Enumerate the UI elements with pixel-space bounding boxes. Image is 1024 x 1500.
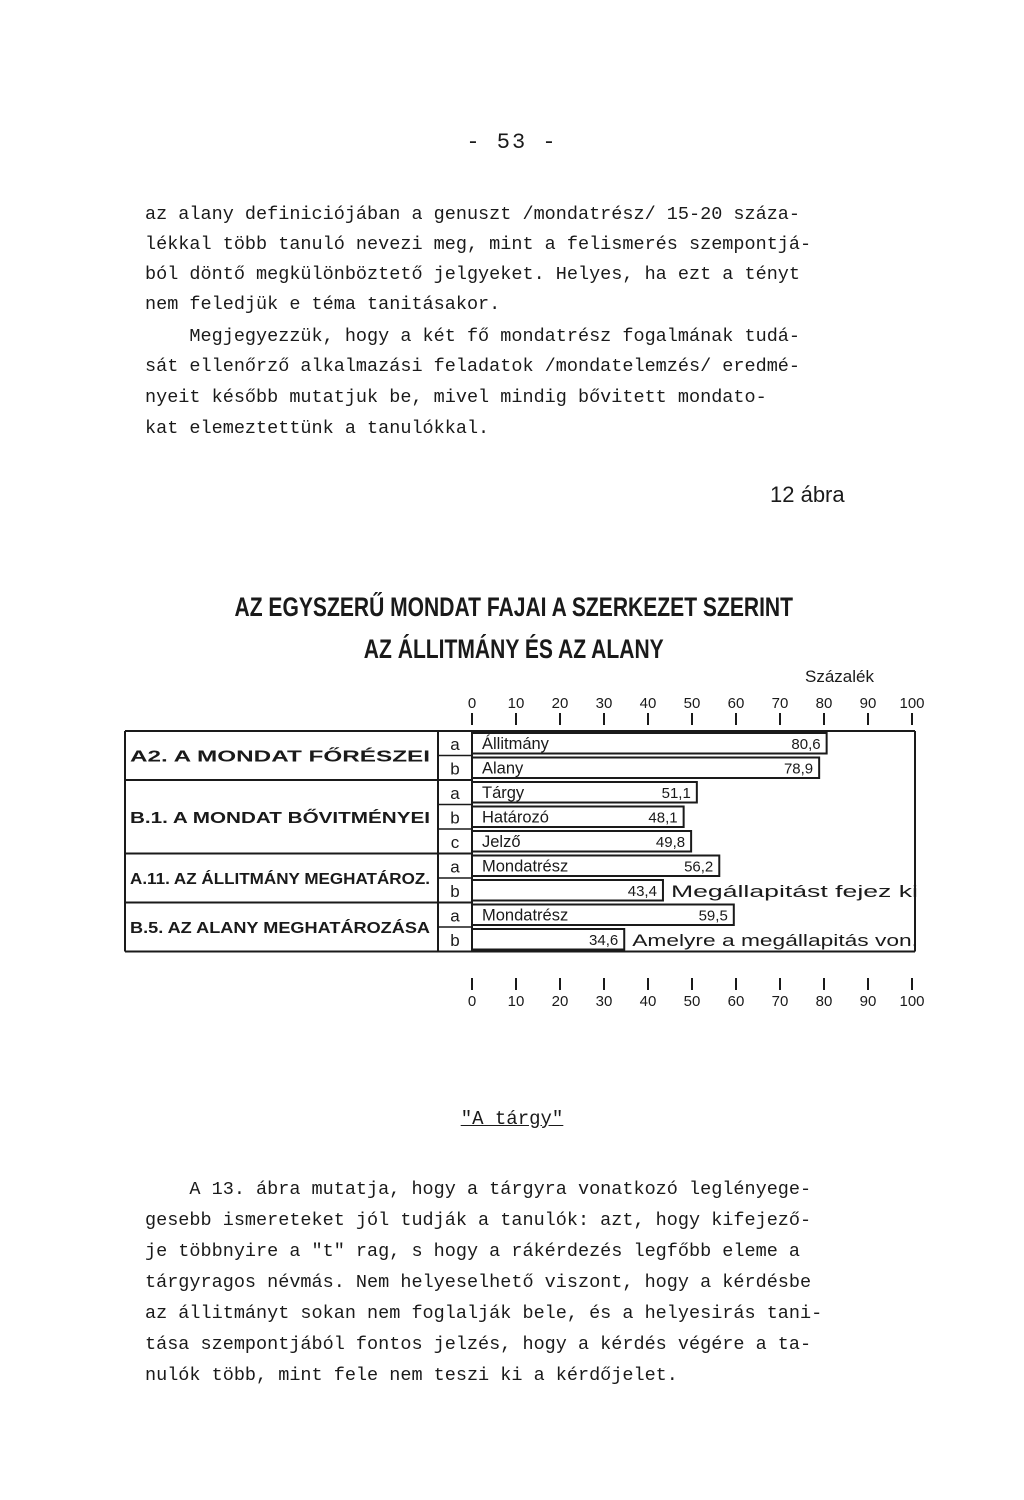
paragraph-line: nyeit később mutatjuk be, mivel mindig bővitett mondato- (145, 387, 767, 408)
bar-name: Mondatrész (482, 906, 569, 925)
row-letter: a (450, 784, 460, 803)
x-tick-label-bottom: 60 (727, 993, 745, 1010)
x-tick-label-bottom: 100 (899, 993, 925, 1010)
bar-value: 51,1 (661, 785, 691, 802)
x-tick-label-top: 80 (815, 695, 833, 712)
x-tick-label-bottom: 80 (815, 993, 833, 1010)
paragraph-line: az állitmányt sokan nem foglalják bele, és a helyesirás tani- (145, 1303, 823, 1324)
group-label: B.5. AZ ALANY MEGHATÁROZÁSA (130, 920, 430, 937)
x-tick-label-bottom: 70 (771, 993, 789, 1010)
paragraph-line: tása szempontjából fontos jelzés, hogy a kérdés végére a ta- (145, 1334, 812, 1355)
row-letter: a (450, 906, 460, 926)
x-tick-label-top: 30 (595, 695, 613, 712)
x-tick-label-bottom: 50 (683, 993, 701, 1010)
row-letter: a (450, 857, 460, 877)
unit-label: Százalék (805, 667, 874, 686)
group-label: A.11. AZ ÁLLITMÁNY MEGHATÁROZ. (130, 871, 430, 888)
bar-value: 43,4 (627, 883, 657, 900)
paragraph-line: tárgyragos névmás. Nem helyeselhető viszont, hogy a kérdésbe (145, 1272, 812, 1293)
row-letter: b (450, 931, 460, 950)
bar-value: 59,5 (698, 907, 728, 925)
figure-label: 12 ábra (770, 482, 845, 507)
x-tick-label-bottom: 90 (859, 993, 877, 1010)
paragraph-line: nem feledjük e téma tanitásakor. (145, 294, 501, 315)
bar-value: 34,6 (589, 932, 619, 949)
paragraph-line: kat elemeztettünk a tanulókkal. (145, 418, 490, 439)
x-tick-label-top: 0 (467, 695, 477, 712)
x-tick-label-top: 20 (551, 695, 569, 712)
row-letter: b (450, 882, 460, 901)
bar (472, 758, 819, 779)
x-tick-label-bottom: 40 (639, 993, 657, 1010)
page-number: - 53 - (466, 130, 558, 155)
chart-title-line-1: AZ EGYSZERŰ MONDAT FAJAI A SZERKEZET SZERINT (234, 592, 794, 622)
bar-note: Amelyre a megállapitás von. (632, 931, 918, 950)
section-heading: "A tárgy" (460, 1108, 564, 1130)
bar-name: Határozó (482, 808, 549, 827)
bar-name: Jelző (482, 833, 521, 851)
row-letter: b (450, 808, 460, 828)
paragraph-line: Megjegyezzük, hogy a két fő mondatrész fogalmának tudá- (145, 326, 801, 347)
bar-name: Mondatrész (482, 857, 569, 876)
paragraph-line: sát ellenőrző alkalmazási feladatok /mondatelemzés/ eredmé- (145, 356, 801, 377)
x-tick-label-bottom: 20 (551, 993, 569, 1010)
group-label: B.1. A MONDAT BŐVITMÉNYEI (130, 809, 356, 827)
chart-title-line-2: AZ ÁLLITMÁNY ÉS AZ ALANY (363, 634, 664, 664)
row-letter: c (450, 833, 460, 852)
bar-name: Alany (482, 759, 524, 778)
paragraph-line: nulók több, mint fele nem teszi ki a kérdőjelet. (145, 1365, 678, 1386)
x-tick-label-bottom: 10 (507, 993, 525, 1010)
bar-value: 49,8 (655, 834, 686, 851)
x-tick-label-bottom: 0 (467, 993, 477, 1010)
bar-name: Tárgy (482, 784, 525, 802)
bar-value: 56,2 (684, 858, 714, 876)
x-tick-label-top: 60 (727, 695, 745, 712)
paragraph-line: je többnyire a "t" rag, s hogy a rákérdezés legfőbb eleme a (145, 1241, 801, 1262)
paragraph-line: A 13. ábra mutatja, hogy a tárgyra vonatkozó leglényege- (145, 1179, 812, 1200)
paragraph-line: lékkal több tanuló nevezi meg, mint a felismerés szempontjá- (145, 234, 812, 255)
paragraph-line: ból döntő megkülönböztető jelgyeket. Helyes, ha ezt a tényt (145, 264, 801, 285)
bar-note: Megállapitást fejez ki (670, 882, 918, 901)
paragraph-line: az alany definiciójában a genuszt /mondatrész/ 15-20 száza- (145, 204, 801, 225)
x-tick-label-bottom: 30 (595, 993, 613, 1010)
x-tick-label-top: 100 (899, 695, 925, 712)
row-letter: b (450, 759, 460, 779)
bar-name: Állitmány (482, 735, 549, 753)
x-tick-label-top: 10 (507, 695, 525, 712)
paragraph-line: gesebb ismereteket jól tudják a tanulók: azt, hogy kifejező- (145, 1210, 812, 1231)
x-tick-label-top: 50 (683, 695, 701, 712)
x-tick-label-top: 90 (859, 695, 877, 712)
bar-value: 78,9 (783, 760, 814, 778)
x-tick-label-top: 40 (639, 695, 657, 712)
bar-value: 80,6 (791, 736, 821, 753)
row-letter: a (450, 735, 460, 754)
group-label: A2. A MONDAT FŐRÉSZEI (130, 748, 322, 766)
x-tick-label-top: 70 (771, 695, 789, 712)
bar-value: 48,1 (648, 809, 678, 827)
